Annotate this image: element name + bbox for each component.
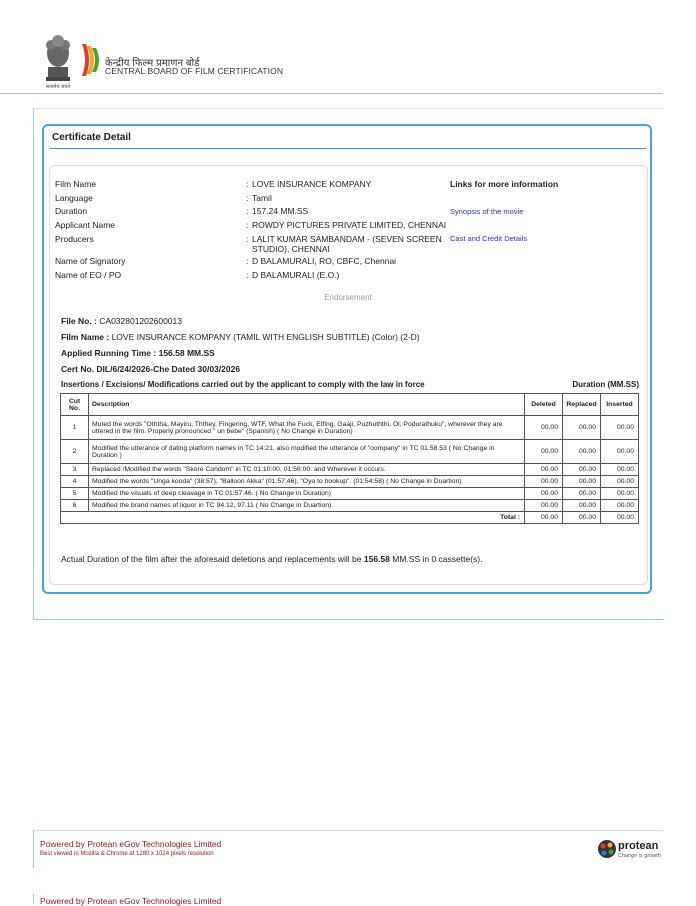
cut-description: Modified the utterance of dating platform names in TC 14:21. also modified the utterance of "oompany" in TC 01.58.53 ( No Change in Duration ) [89,440,525,464]
label-duration: Duration [55,206,88,216]
table-header-row [61,394,639,416]
applied-running-time: Applied Running Time : 156.58 MM.SS [61,348,215,358]
colon: : [246,270,249,280]
table-row [61,464,639,476]
cert-no: Cert No. DIL/6/24/2026-Che Dated 30/03/2026 [61,364,241,374]
file-no-label: File No. : [61,316,97,326]
col-description: Description [89,394,525,416]
cut-replaced: 00.00 [563,464,601,476]
colon: : [246,220,249,230]
colon: : [246,256,249,266]
links-heading: Links for more information [450,179,559,189]
cut-deleted: 00.00 [525,500,563,512]
total-deleted: 00.00 [525,512,563,524]
value-applicant: ROWDY PICTURES PRIVATE LIMITED, CHENNAI [252,220,447,230]
colon: : [246,179,249,189]
synopsis-link[interactable]: Synopsis of the movie [450,207,524,216]
film-name-value: LOVE INSURANCE KOMPANY (TAMIL WITH ENGLISH SUBTITLE) (Color) (2-D) [111,332,420,342]
cut-description: Modified the brand names of liquor in TC 94.12, 97.11 ( No Change in Duartion) [89,500,525,512]
protean-tagline: Change is growth [618,853,661,859]
total-row [61,512,639,524]
modifications-heading: Insertions / Excisions/ Modifications carried out by the applicant to comply with the law in force [61,380,425,389]
cut-deleted: 00.00 [525,416,563,440]
org-name: CENTRAL BOARD OF FILM CERTIFICATION [105,66,284,76]
value-duration: 157.24 MM.SS [252,206,309,216]
cut-inserted: 00.00 [601,464,639,476]
cut-no: 6 [61,500,89,512]
label-applicant: Applicant Name [55,220,116,230]
file-no [61,316,182,326]
colon: : [246,206,249,216]
cut-inserted: 00.00 [601,440,639,464]
value-producers: LALIT KUMAR SAMBANDAM - (SEVEN SCREEN STUDIO), CHENNAI [252,234,442,254]
cut-inserted: 00.00 [601,476,639,488]
label-eo-po: Name of EO / PO [55,270,122,280]
colon: : [246,193,249,203]
label-signatory: Name of Signatory [55,256,126,266]
footer-divider [33,830,663,831]
file-no-value: CA032801202600013 [99,316,182,326]
cut-description: Replaced /Modified the words "Skore Condom" in TC 01:10:00, 01:56:00. and Wherever it occurs. [89,464,525,476]
total-replaced: 00.00 [563,512,601,524]
value-eo-po: D BALAMURALI (E.O.) [252,270,340,280]
cut-no: 5 [61,488,89,500]
cut-deleted: 00.00 [525,476,563,488]
table-row [61,416,639,440]
cast-credit-link[interactable]: Cast and Credit Details [450,234,528,243]
org-name-hindi: केन्द्रीय फिल्म प्रमाणन बोर्ड [105,58,200,69]
col-inserted: Inserted [601,394,639,416]
value-language: Tamil [252,193,272,203]
cut-inserted: 00.00 [601,500,639,512]
powered-by: Powered by Protean eGov Technologies Limited [40,839,222,849]
footer-accent [33,830,34,868]
protean-logo-icon [597,839,617,859]
cut-no: 1 [61,416,89,440]
cut-replaced: 00.00 [563,440,601,464]
cut-deleted: 00.00 [525,464,563,476]
duration-heading: Duration (MM.SS) [572,380,639,389]
cut-replaced: 00.00 [563,500,601,512]
total-inserted: 00.00 [601,512,639,524]
endorsed-film-name [61,332,420,342]
cut-inserted: 00.00 [601,416,639,440]
label-language: Language [55,193,93,203]
cut-replaced: 00.00 [563,416,601,440]
cut-description: Modified the visuals of deep cleavage in TC 01:57:46. ( No Change in Duration) [89,488,525,500]
endorsement-heading: Endorsement [324,293,372,302]
total-label: Total : [61,512,525,524]
cut-inserted: 00.00 [601,488,639,500]
value-signatory: D BALAMURALI, RO, CBFC, Chennai [252,256,397,266]
col-replaced: Replaced [563,394,601,416]
label-producers: Producers [55,234,94,244]
actual-duration-prefix: Actual Duration of the film after the aforesaid deletions and replacements will be [61,554,362,564]
table-row [61,476,639,488]
cut-description: Modified the words "Unga kooda" (38:57), "Balloon Akka" (01:57:46), "Oyo to hookup". (01:54:58) ( No Change in Duartion) [89,476,525,488]
protean-brand: protean [618,840,659,852]
footer-accent [33,894,34,904]
cut-deleted: 00.00 [525,488,563,500]
label-film-name: Film Name [55,179,97,189]
colon: : [246,234,249,244]
cut-no: 3 [61,464,89,476]
table-row [61,440,639,464]
table-row [61,488,639,500]
table-row [61,500,639,512]
modifications-table [60,393,639,524]
actual-duration-value: 156.58 [363,554,390,564]
cut-no: 4 [61,476,89,488]
best-viewed-note: Best viewed in Mozilla & Chrome at 1280 x 1024 pixels resolution [40,851,214,857]
powered-by-repeat: Powered by Protean eGov Technologies Limited [40,896,222,906]
emblem-motto: सत्यमेव जयते [45,84,71,90]
film-name-label: Film Name : [61,332,110,342]
cut-deleted: 00.00 [525,440,563,464]
col-deleted: Deleted [525,394,563,416]
page-header [0,0,696,94]
cut-replaced: 00.00 [563,488,601,500]
cut-no: 2 [61,440,89,464]
card-title: Certificate Detail [52,132,131,143]
actual-duration-suffix: MM.SS in 0 cassette(s). [392,554,483,564]
actual-duration-text [61,554,482,564]
header-divider [0,93,663,94]
cut-description: Muted the words "Oththa, Mayiru, Ththey, Fingering, WTF, What the Fuck, Effing, Gaaji, Puzhuththi, Ol, Podurathuku", wherever they are uttered in the film. Properly pronounced " un bebe" (Spanish) ( No Change in Duration) [89,416,525,440]
title-divider [50,148,646,149]
cbfc-logo-icon [80,40,102,80]
col-cut-no: Cut No. [61,394,89,416]
value-film-name: LOVE INSURANCE KOMPANY [252,179,372,189]
cut-replaced: 00.00 [563,476,601,488]
